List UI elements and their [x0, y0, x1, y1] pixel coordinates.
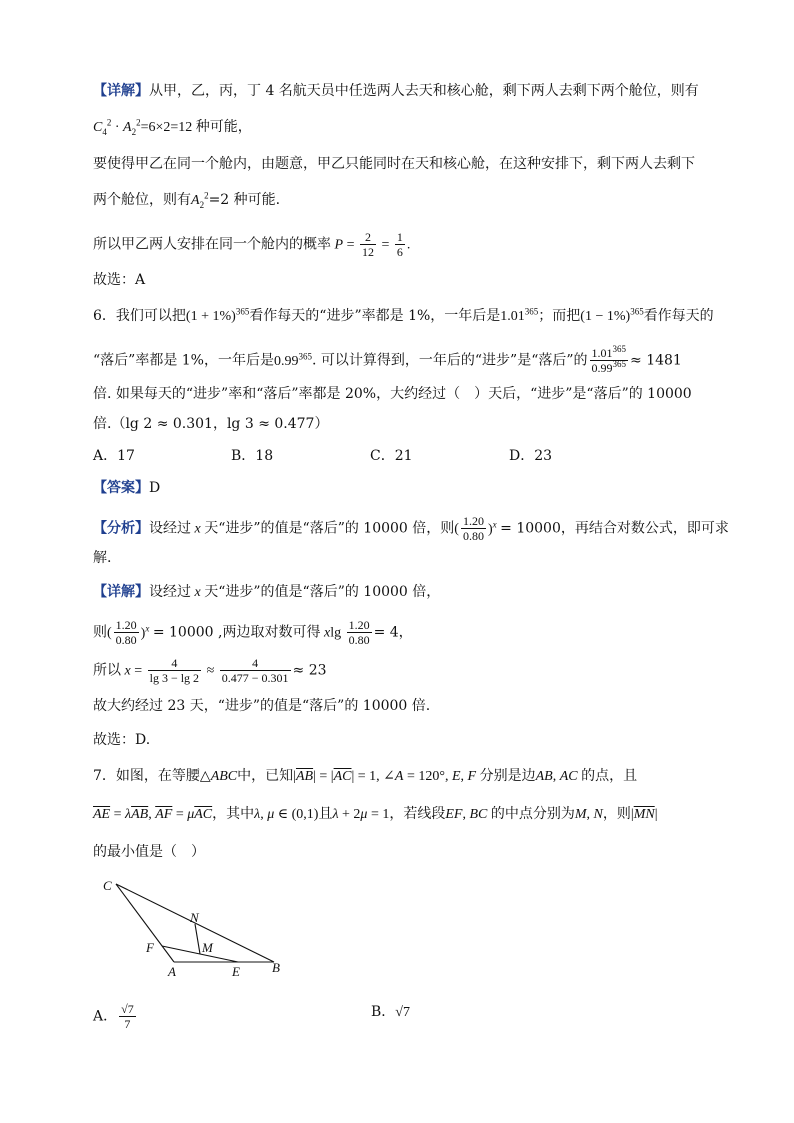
label-c: C — [103, 878, 112, 893]
q5-detail-text: 从甲，乙，丙，丁 4 名航天员中任选两人去天和核心舱，剩下两人去剩下两个舱位，则有 — [149, 83, 699, 99]
q5-line4-pre: 两个舱位，则有 — [93, 192, 191, 208]
q5-line3: 要使得甲乙在同一个舱内，由题意，甲乙只能同时在天和核心舱，在这种安排下，剩下两人去剩下 — [93, 156, 695, 172]
q6-answer: 【答案】D — [93, 480, 161, 496]
q7-option-b: B．√7 — [371, 1004, 410, 1020]
q6-so-line: 所以 x = $\frac{4}{\lg 3 - \lg 2}$ ≈ $\frac{4}{0.477 - 0.301}$ ≈ 23 — [93, 656, 327, 685]
q6-then-line: 则( $\frac{1.20}{0.80}$ )$^x$ = 10000 ,两边取对数可得 xlg $\frac{1.20}{0.80}$ = 4， — [93, 618, 413, 647]
q6-line4: 倍.（lg 2 ≈ 0.301，lg 3 ≈ 0.477） — [93, 416, 329, 432]
label-a: A — [168, 964, 176, 979]
q6-analysis-tail: 解. — [93, 550, 112, 566]
q6-option-d: D．23 — [509, 448, 553, 464]
fraction: $\frac{1.20}{0.80}$ — [462, 514, 484, 543]
side-ca — [116, 884, 174, 962]
q5-line4-post: =2 种可能. — [208, 192, 281, 208]
q5-line4: 两个舱位，则有$A_2^2=2$ 种可能. — [93, 190, 281, 210]
triangle-figure — [96, 872, 296, 982]
q6-analysis: 【分析】设经过 x 天“进步”的值是“落后”的 10000 倍，则( $\frac{1.20}{0.80}$ )$^x$ = 10000，再结合对数公式，即可求 — [93, 514, 729, 543]
q5-choice: 故选：A — [93, 272, 146, 288]
fraction: $\frac{√7}{7}$ — [121, 1002, 134, 1031]
fraction: $\frac{1.20}{0.80}$ — [115, 618, 137, 647]
q6-line3: 倍. 如果每天的“进步”率和“落后”率都是 20%，大约经过（ ）天后，“进步”是“落后”的 10000 — [93, 386, 692, 402]
q5-calc-line: $C_4^2 \cdot A_2^2=6\times 2=12$ 种可能， — [93, 117, 252, 137]
q7-option-a: A． $\frac{√7}{7}$ — [93, 1002, 134, 1031]
q6-line1: 6．我们可以把$(1 + 1\%)^{365}$看作每天的“进步”率都是 1%，一年后是1.01$^{365}$；而把$(1 - 1\%)^{365}$看作每天的 — [93, 306, 714, 324]
fraction: $\frac{2}{12}$ — [361, 230, 374, 259]
q6-choice: 故选：D. — [93, 732, 151, 748]
q7-line3: 的最小值是（ ） — [93, 844, 205, 860]
q5-probability-line: 所以甲乙两人安排在同一个舱内的概率 P = $\frac{2}{12}$ = $\frac{1}{6}$ . — [93, 230, 411, 259]
q6-option-a: A．17 — [93, 448, 135, 464]
fraction: $\frac{1.01^{365}}{0.99^{365}}$ — [591, 344, 627, 375]
segment-mn — [195, 924, 200, 954]
detail-tag: 【详解】 — [93, 83, 149, 99]
q7-line2: $\overline{AE} = \lambda\overline{AB}$, $\overline{AF} = \mu\overline{AC}$，其中λ, μ ∈ (0,1)且λ + 2μ = 1，若线段EF, BC 的中点分别为M, N，则$|\overline{MN}|$ — [93, 806, 658, 822]
fraction: $\frac{1}{6}$ — [396, 230, 403, 259]
label-b: B — [272, 960, 280, 975]
fraction: $\frac{4}{\lg 3 - \lg 2}$ — [149, 656, 200, 685]
q6-option-b: B．18 — [231, 448, 274, 464]
label-m: M — [202, 940, 213, 955]
label-n: N — [190, 910, 199, 925]
q6-option-c: C．21 — [370, 448, 413, 464]
q5-detail-line — [93, 81, 699, 101]
label-e: E — [232, 964, 240, 979]
label-f: F — [146, 940, 154, 955]
q6-line2: “落后”率都是 1%，一年后是0.99$^{365}$. 可以计算得到，一年后的“进步”是“落后”的 $\frac{1.01^{365}}{0.99^{365}}$ ≈ 1481 — [93, 344, 682, 375]
q6-detail: 【详解】设经过 x 天“进步”的值是“落后”的 10000 倍， — [93, 584, 441, 600]
fraction: $\frac{1.20}{0.80}$ — [348, 618, 370, 647]
q5-line5: 所以甲乙两人安排在同一个舱内的概率 — [93, 236, 331, 253]
q7-line1: 7．如图，在等腰△ABC中，已知$|\overline{AB}| = |\overline{AC}| = 1$, ∠A = 120°, E, F 分别是边AB, AC 的点，且 — [93, 768, 638, 784]
q6-conclusion: 故大约经过 23 天，“进步”的值是“落后”的 10000 倍. — [93, 698, 431, 714]
q5-calc-tail: =6×2=12 种可能， — [140, 120, 252, 135]
fraction: $\frac{4}{0.477 - 0.301}$ — [221, 656, 289, 685]
